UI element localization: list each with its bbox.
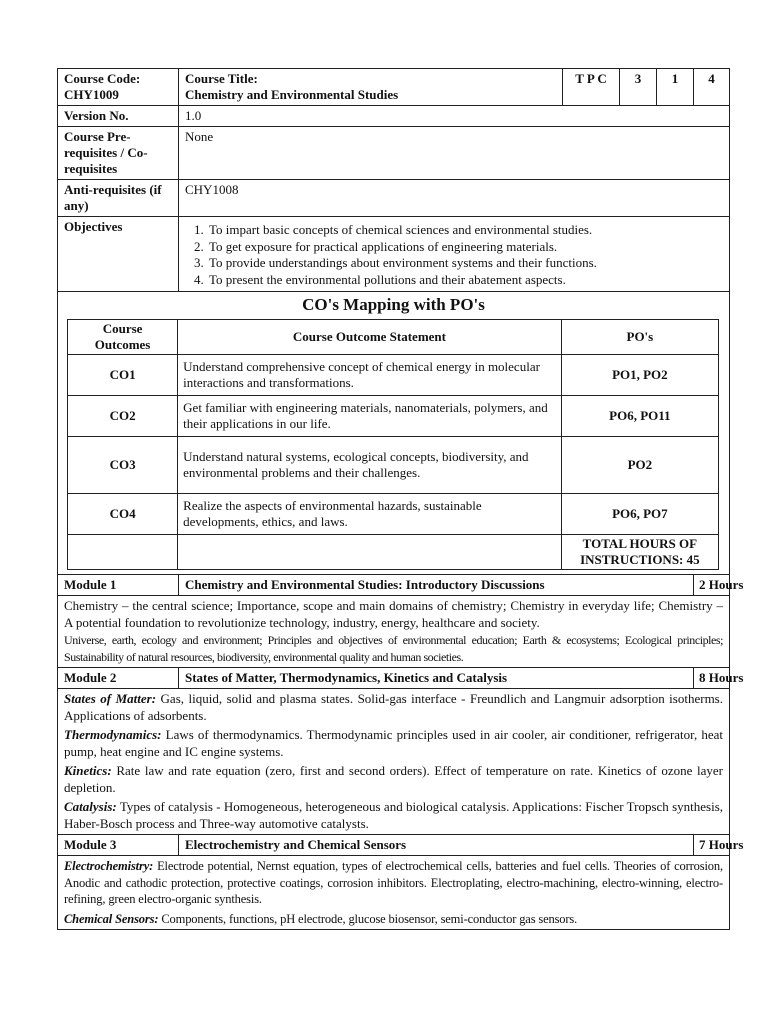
header-pos: PO's: [561, 320, 718, 355]
module-3-header: [58, 835, 730, 856]
syllabus-document: [57, 68, 744, 930]
prereq-label: Course Pre-requisites / Co-requisites: [58, 127, 179, 180]
module-label: Module 2: [58, 668, 179, 689]
version-label: Version No.: [58, 106, 179, 127]
course-code: CHY1009: [64, 87, 119, 102]
module-1-header: [58, 575, 730, 596]
co-statement: Get familiar with engineering materials, nanomaterials, polymers, and their applications in our life.: [178, 396, 562, 437]
topic-term: Catalysis:: [64, 799, 117, 814]
topic-text: Electrode potential, Nernst equation, types of electrochemical cells, batteries and fuel cells. Theories of corrosion, Anodic and cathodic protection, protective coatings, corrosion inhibitors. Electroplating, electro-machining, electro-winning, electro-refining, green electro-organic synthesis.: [64, 859, 723, 906]
co-statement: Realize the aspects of environmental hazards, sustainable developments, ethics, and laws.: [178, 494, 562, 535]
course-header-row: [58, 69, 730, 106]
co-mapping-cell: [58, 292, 730, 575]
objectives-cell: [179, 217, 730, 292]
objective-item: 4. To present the environmental pollutions and their abatement aspects.: [207, 272, 723, 289]
module-title: States of Matter, Thermodynamics, Kinetics and Catalysis: [179, 668, 694, 689]
objective-item: 1. To impart basic concepts of chemical sciences and environmental studies.: [207, 222, 723, 239]
module-paragraph: [64, 727, 723, 760]
topic-term: States of Matter:: [64, 691, 157, 706]
course-title-label: Course Title:: [185, 71, 258, 86]
antireq-row: [58, 180, 730, 217]
topic-text: Laws of thermodynamics. Thermodynamic principles used in air cooler, air conditioner, refrigerator, heat pump, heat engine and IC engine systems.: [64, 727, 723, 759]
co-id: CO3: [68, 437, 178, 494]
co-row: [68, 494, 719, 535]
module-content-cell: [58, 856, 730, 930]
co-pos: PO6, PO7: [561, 494, 718, 535]
antireq-label: Anti-requisites (if any): [58, 180, 179, 217]
module-paragraph: Chemistry – the central science; Importance, scope and main domains of chemistry; Chemistry in everyday life; Chemistry – A potential foundation to revolutionize technology, industry, energy, healthcare and society.: [64, 598, 723, 630]
header-statement: Course Outcome Statement: [178, 320, 562, 355]
co-row: [68, 396, 719, 437]
module-content-cell: [58, 596, 730, 668]
course-code-label: Course Code:: [64, 71, 141, 86]
co-pos: PO1, PO2: [561, 355, 718, 396]
objective-item: 3. To provide understandings about environment systems and their functions.: [207, 255, 723, 272]
header-course-outcomes: Course Outcomes: [68, 320, 178, 355]
syllabus-table: [57, 68, 744, 930]
course-title: Chemistry and Environmental Studies: [185, 87, 399, 102]
module-paragraph: Universe, earth, ecology and environment; Principles and objectives of environmental education; Earth & ecosystems; Ecological principles; Sustainability of natural resources, biodiversity, environmental quality and human societies.: [64, 633, 723, 664]
co-mapping-table: [67, 319, 719, 570]
co-row: [68, 437, 719, 494]
module-2-content: [58, 689, 730, 835]
co-statement: Understand natural systems, ecological concepts, biodiversity, and environmental problems and their challenges.: [178, 437, 562, 494]
prereq-value: None: [179, 127, 730, 180]
module-hours: 8 Hours: [694, 668, 730, 689]
co-statement: Understand comprehensive concept of chemical energy in molecular interactions and transformations.: [178, 355, 562, 396]
module-paragraph: [64, 799, 723, 832]
module-paragraph: [64, 763, 723, 796]
co-pos: PO6, PO11: [561, 396, 718, 437]
module-1-content: [58, 596, 730, 668]
topic-term: Chemical Sensors:: [64, 911, 159, 926]
course-title-cell: [179, 69, 563, 106]
total-hours-row: [68, 535, 719, 570]
topic-text: Rate law and rate equation (zero, first and second orders). Effect of temperature on rate. Kinetics of ozone layer depletion.: [64, 763, 723, 795]
co-id: CO4: [68, 494, 178, 535]
co-mapping-title: CO's Mapping with PO's: [302, 295, 485, 314]
objectives-list: [185, 222, 723, 288]
co-row: [68, 355, 719, 396]
total-hours: TOTAL HOURS OF INSTRUCTIONS: 45: [561, 535, 718, 570]
module-hours: 2 Hours: [694, 575, 730, 596]
module-2-header: [58, 668, 730, 689]
module-label: Module 1: [58, 575, 179, 596]
objectives-label: Objectives: [58, 217, 179, 292]
tpc-label: T P C: [563, 69, 620, 106]
total-empty-cell: [68, 535, 178, 570]
course-code-cell: [58, 69, 179, 106]
topic-text: Gas, liquid, solid and plasma states. Solid-gas interface - Freundlich and Langmuir adsorption isotherms. Applications of adsorbents.: [64, 691, 723, 723]
topic-term: Electrochemistry:: [64, 859, 154, 873]
prereq-row: [58, 127, 730, 180]
module-content-cell: [58, 689, 730, 835]
module-paragraph: [64, 858, 723, 908]
module-3-content: [58, 856, 730, 930]
total-empty-cell: [178, 535, 562, 570]
module-title: Chemistry and Environmental Studies: Introductory Discussions: [179, 575, 694, 596]
tpc-p-value: 1: [657, 69, 694, 106]
antireq-value: CHY1008: [179, 180, 730, 217]
topic-text: Types of catalysis - Homogeneous, heterogeneous and biological catalysis. Applications: Fischer Tropsch synthesis, Haber-Bosch process and Three-way automotive catalysts.: [64, 799, 724, 831]
topic-term: Thermodynamics:: [64, 727, 162, 742]
co-mapping-header-row: [68, 320, 719, 355]
module-paragraph: [64, 911, 723, 928]
module-label: Module 3: [58, 835, 179, 856]
objectives-row: [58, 217, 730, 292]
module-hours: 7 Hours: [694, 835, 730, 856]
co-id: CO2: [68, 396, 178, 437]
co-id: CO1: [68, 355, 178, 396]
co-mapping-row: [58, 292, 730, 575]
tpc-t-value: 3: [620, 69, 657, 106]
topic-text: Components, functions, pH electrode, glucose biosensor, semi-conductor gas sensors.: [161, 911, 578, 926]
tpc-c-value: 4: [694, 69, 730, 106]
version-value: 1.0: [179, 106, 730, 127]
objective-item: 2. To get exposure for practical applications of engineering materials.: [207, 239, 723, 256]
module-paragraph: [64, 691, 723, 724]
co-pos: PO2: [561, 437, 718, 494]
version-row: [58, 106, 730, 127]
topic-term: Kinetics:: [64, 763, 112, 778]
module-title: Electrochemistry and Chemical Sensors: [179, 835, 694, 856]
